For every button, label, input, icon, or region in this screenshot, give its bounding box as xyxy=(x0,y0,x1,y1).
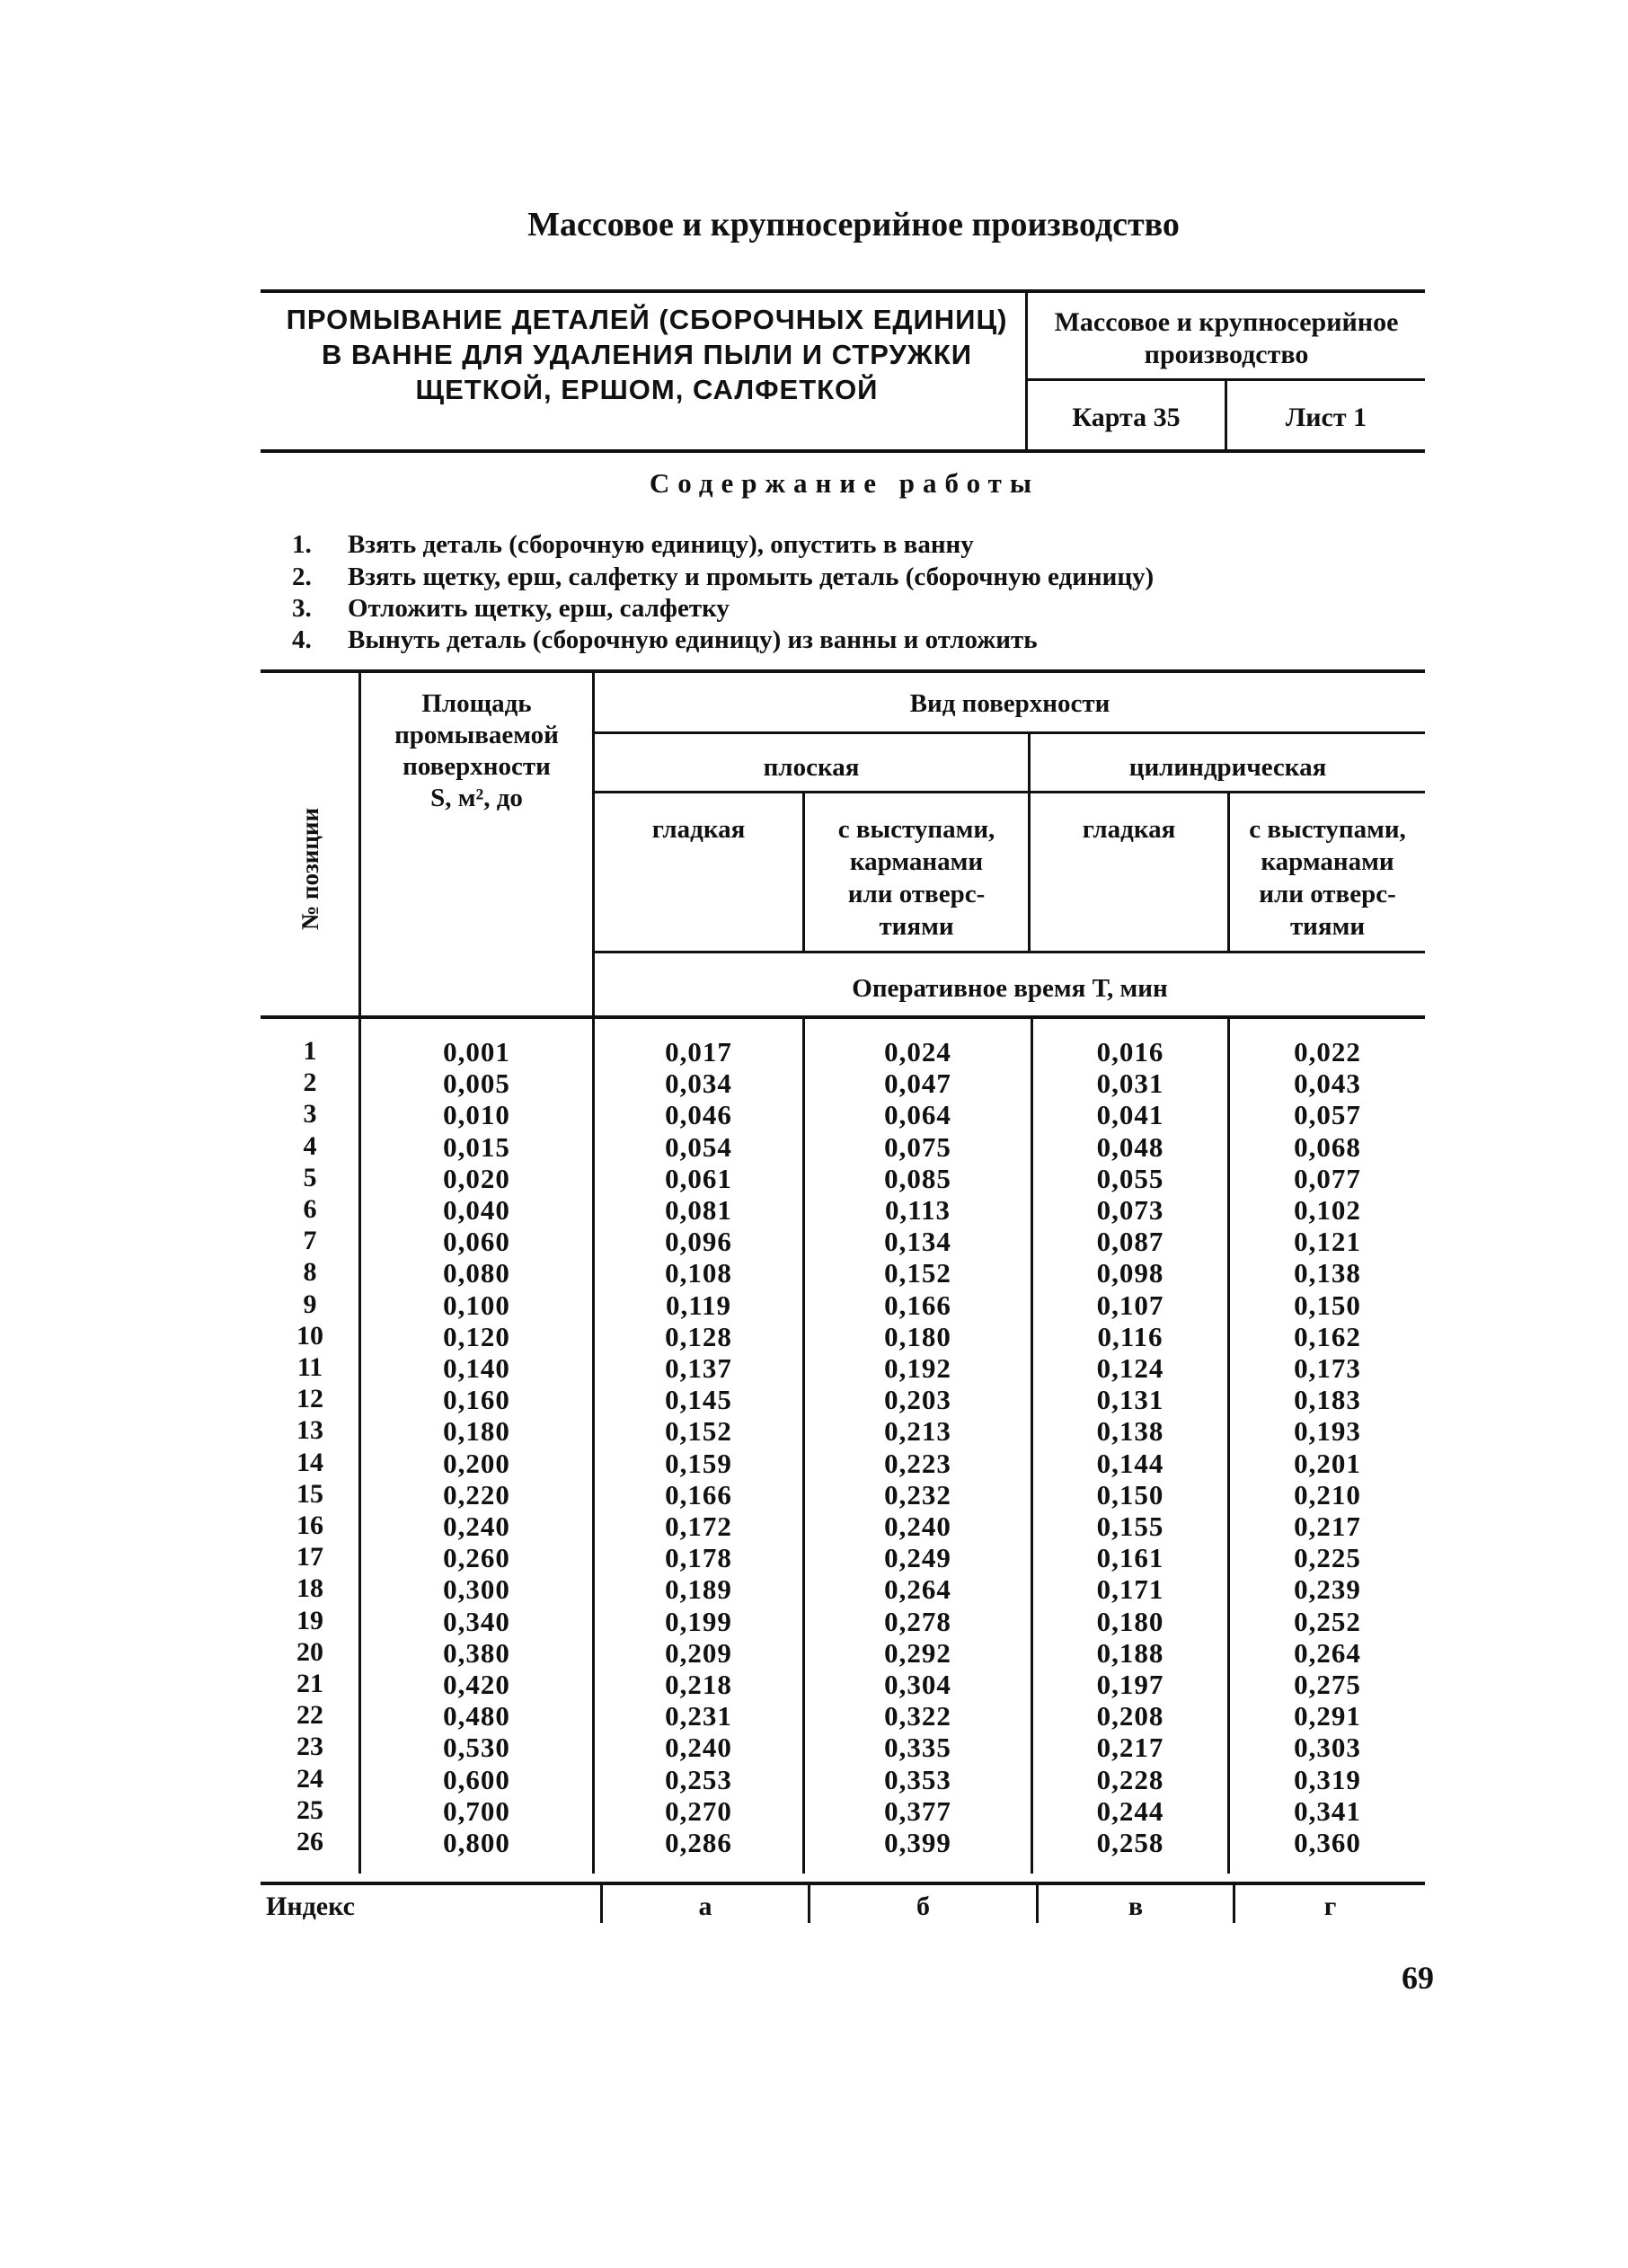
row-flat-rough: 0,322 xyxy=(884,1700,951,1732)
index-a: а xyxy=(698,1891,712,1921)
index-label: Индекс xyxy=(266,1891,355,1921)
row-cyl-rough: 0,217 xyxy=(1294,1511,1361,1542)
row-flat-rough: 0,166 xyxy=(884,1289,951,1321)
row-flat-rough: 0,113 xyxy=(884,1194,951,1226)
row-cyl-smooth: 0,073 xyxy=(1096,1194,1164,1226)
index-c: в xyxy=(1128,1891,1144,1921)
row-cyl-smooth: 0,016 xyxy=(1096,1036,1164,1068)
row-cyl-smooth: 0,048 xyxy=(1096,1131,1164,1163)
row-flat-smooth: 0,054 xyxy=(665,1131,732,1163)
row-area: 0,001 xyxy=(443,1036,510,1068)
row-flat-rough: 0,192 xyxy=(884,1352,951,1384)
row-flat-smooth: 0,286 xyxy=(665,1827,732,1858)
row-position: 22 xyxy=(296,1700,323,1730)
row-cyl-rough: 0,068 xyxy=(1294,1131,1361,1163)
row-cyl-rough: 0,057 xyxy=(1294,1099,1361,1130)
row-position: 9 xyxy=(303,1289,317,1319)
row-cyl-rough: 0,150 xyxy=(1294,1289,1361,1321)
flat-rough-header xyxy=(805,813,1028,943)
row-position: 25 xyxy=(296,1795,323,1825)
cylindrical-header: цилиндрическая xyxy=(1128,753,1327,782)
row-area: 0,240 xyxy=(443,1511,510,1542)
row-position: 17 xyxy=(296,1542,323,1572)
row-cyl-smooth: 0,055 xyxy=(1096,1163,1164,1194)
row-flat-smooth: 0,081 xyxy=(665,1194,732,1226)
row-flat-rough: 0,024 xyxy=(884,1036,951,1068)
cyl-smooth-header: гладкая xyxy=(1082,815,1176,844)
row-cyl-smooth: 0,208 xyxy=(1096,1700,1164,1732)
page-number: 69 xyxy=(1402,1960,1434,1996)
row-area: 0,120 xyxy=(443,1321,510,1352)
row-flat-rough: 0,180 xyxy=(884,1321,951,1352)
row-flat-smooth: 0,128 xyxy=(665,1321,732,1352)
subtype-rule xyxy=(594,791,1425,793)
row-cyl-rough: 0,264 xyxy=(1294,1637,1361,1669)
row-cyl-smooth: 0,138 xyxy=(1096,1415,1164,1447)
row-flat-rough: 0,203 xyxy=(884,1384,951,1415)
surface-rule xyxy=(594,731,1425,734)
row-cyl-smooth: 0,161 xyxy=(1096,1542,1164,1573)
row-position: 4 xyxy=(303,1131,317,1161)
row-flat-smooth: 0,152 xyxy=(665,1415,732,1447)
row-cyl-smooth: 0,150 xyxy=(1096,1479,1164,1511)
row-position: 5 xyxy=(303,1163,317,1192)
row-flat-smooth: 0,119 xyxy=(665,1289,732,1321)
row-flat-smooth: 0,046 xyxy=(665,1099,732,1130)
row-cyl-rough: 0,102 xyxy=(1294,1194,1361,1226)
row-cyl-smooth: 0,087 xyxy=(1096,1226,1164,1257)
row-area: 0,700 xyxy=(443,1795,510,1827)
row-cyl-rough: 0,225 xyxy=(1294,1542,1361,1573)
row-area: 0,140 xyxy=(443,1352,510,1384)
row-position: 21 xyxy=(296,1669,323,1698)
area-header-line-1: Площадь xyxy=(421,689,532,718)
step-text: Вынуть деталь (сборочную единицу) из ванны и отложить xyxy=(348,625,1038,654)
row-cyl-rough: 0,173 xyxy=(1294,1352,1361,1384)
index-d: г xyxy=(1323,1891,1337,1921)
rough-line: тиями xyxy=(1289,912,1366,941)
row-flat-rough: 0,264 xyxy=(884,1573,951,1605)
row-cyl-smooth: 0,031 xyxy=(1096,1068,1164,1099)
row-position: 6 xyxy=(303,1194,317,1224)
row-cyl-rough: 0,193 xyxy=(1294,1415,1361,1447)
row-flat-rough: 0,353 xyxy=(884,1764,951,1795)
rough-line: с выступами, xyxy=(837,815,995,844)
row-flat-smooth: 0,017 xyxy=(665,1036,732,1068)
row-cyl-rough: 0,252 xyxy=(1294,1606,1361,1637)
step-text: Взять щетку, ерш, салфетку и промыть деталь (сборочную единицу) xyxy=(348,563,1155,591)
row-flat-smooth: 0,199 xyxy=(665,1606,732,1637)
row-area: 0,340 xyxy=(443,1606,510,1637)
index-b: б xyxy=(916,1891,930,1921)
row-flat-smooth: 0,240 xyxy=(665,1732,732,1763)
title-line-3: ЩЕТКОЙ, ЕРШОМ, САЛФЕТКОЙ xyxy=(415,374,879,405)
row-cyl-smooth: 0,116 xyxy=(1097,1321,1163,1352)
row-cyl-smooth: 0,217 xyxy=(1096,1732,1164,1763)
work-step xyxy=(292,530,974,560)
row-flat-rough: 0,134 xyxy=(884,1226,951,1257)
row-flat-smooth: 0,034 xyxy=(665,1068,732,1099)
row-cyl-rough: 0,360 xyxy=(1294,1827,1361,1858)
row-area: 0,100 xyxy=(443,1289,510,1321)
row-cyl-rough: 0,201 xyxy=(1294,1448,1361,1479)
row-flat-rough: 0,377 xyxy=(884,1795,951,1827)
row-flat-rough: 0,064 xyxy=(884,1099,951,1130)
row-area: 0,420 xyxy=(443,1669,510,1700)
row-area: 0,005 xyxy=(443,1068,510,1099)
row-position: 18 xyxy=(296,1573,323,1603)
row-flat-smooth: 0,178 xyxy=(665,1542,732,1573)
row-area: 0,015 xyxy=(443,1131,510,1163)
step-number: 1. xyxy=(292,530,312,559)
rough-line: с выступами, xyxy=(1249,815,1406,844)
row-cyl-smooth: 0,144 xyxy=(1096,1448,1164,1479)
row-cyl-rough: 0,303 xyxy=(1294,1732,1361,1763)
row-area: 0,040 xyxy=(443,1194,510,1226)
title-box-top-rule xyxy=(261,289,1425,293)
row-flat-rough: 0,085 xyxy=(884,1163,951,1194)
title-line-1: ПРОМЫВАНИЕ ДЕТАЛЕЙ (СБОРОЧНЫХ ЕДИНИЦ) xyxy=(286,304,1008,335)
row-cyl-smooth: 0,180 xyxy=(1096,1606,1164,1637)
row-flat-smooth: 0,218 xyxy=(665,1669,732,1700)
row-flat-rough: 0,399 xyxy=(884,1827,951,1858)
row-area: 0,160 xyxy=(443,1384,510,1415)
row-cyl-rough: 0,022 xyxy=(1294,1036,1361,1068)
table-bottom-rule xyxy=(261,1882,1425,1885)
row-cyl-smooth: 0,228 xyxy=(1096,1764,1164,1795)
row-flat-rough: 0,278 xyxy=(884,1606,951,1637)
header-bottom-rule xyxy=(261,1015,1425,1019)
row-cyl-rough: 0,275 xyxy=(1294,1669,1361,1700)
row-area: 0,060 xyxy=(443,1226,510,1257)
row-flat-smooth: 0,061 xyxy=(665,1163,732,1194)
row-position: 12 xyxy=(296,1384,323,1413)
work-content-heading: Содержание работы xyxy=(649,467,1040,499)
row-flat-rough: 0,292 xyxy=(884,1637,951,1669)
row-cyl-smooth: 0,155 xyxy=(1096,1511,1164,1542)
row-area: 0,220 xyxy=(443,1479,510,1511)
cyl-rough-header xyxy=(1230,813,1425,943)
row-position: 19 xyxy=(296,1606,323,1635)
row-flat-smooth: 0,253 xyxy=(665,1764,732,1795)
rough-line: карманами xyxy=(1261,847,1394,876)
row-flat-smooth: 0,137 xyxy=(665,1352,732,1384)
row-flat-rough: 0,304 xyxy=(884,1669,951,1700)
title-line-2: В ВАННЕ ДЛЯ УДАЛЕНИЯ ПЫЛИ И СТРУЖКИ xyxy=(321,339,973,370)
row-flat-rough: 0,335 xyxy=(884,1732,951,1763)
row-flat-smooth: 0,166 xyxy=(665,1479,732,1511)
flat-header: плоская xyxy=(763,753,860,782)
work-step xyxy=(292,594,730,624)
row-area: 0,180 xyxy=(443,1415,510,1447)
time-rule xyxy=(594,951,1425,953)
row-flat-rough: 0,240 xyxy=(884,1511,951,1542)
row-cyl-rough: 0,210 xyxy=(1294,1479,1361,1511)
row-flat-rough: 0,232 xyxy=(884,1479,951,1511)
row-flat-smooth: 0,108 xyxy=(665,1257,732,1289)
row-cyl-smooth: 0,098 xyxy=(1096,1257,1164,1289)
row-area: 0,300 xyxy=(443,1573,510,1605)
row-position: 7 xyxy=(303,1226,317,1255)
surface-type-header: Вид поверхности xyxy=(909,689,1110,718)
row-cyl-smooth: 0,107 xyxy=(1096,1289,1164,1321)
step-number: 3. xyxy=(292,594,312,623)
title-box-bottom-rule xyxy=(261,449,1425,453)
row-flat-rough: 0,152 xyxy=(884,1257,951,1289)
row-position: 23 xyxy=(296,1732,323,1761)
row-flat-rough: 0,249 xyxy=(884,1542,951,1573)
row-cyl-smooth: 0,131 xyxy=(1096,1384,1164,1415)
rough-line: карманами xyxy=(849,847,984,876)
area-header-line-2: промываемой xyxy=(394,721,559,749)
row-area: 0,080 xyxy=(443,1257,510,1289)
row-flat-smooth: 0,145 xyxy=(665,1384,732,1415)
row-cyl-rough: 0,138 xyxy=(1294,1257,1361,1289)
step-number: 4. xyxy=(292,625,312,654)
row-flat-smooth: 0,270 xyxy=(665,1795,732,1827)
row-position: 10 xyxy=(296,1321,323,1351)
step-text: Взять деталь (сборочную единицу), опустить в ванну xyxy=(348,530,974,559)
row-cyl-smooth: 0,124 xyxy=(1096,1352,1164,1384)
row-position: 24 xyxy=(296,1764,323,1794)
production-line-1: Массовое и крупносерийное xyxy=(1054,307,1399,337)
row-flat-rough: 0,213 xyxy=(884,1415,951,1447)
step-number: 2. xyxy=(292,563,312,591)
row-area: 0,600 xyxy=(443,1764,510,1795)
position-number-header: № позиции xyxy=(296,807,323,930)
row-position: 20 xyxy=(296,1637,323,1667)
step-text: Отложить щетку, ерш, салфетку xyxy=(348,594,730,623)
work-step xyxy=(292,563,1154,592)
row-cyl-rough: 0,077 xyxy=(1294,1163,1361,1194)
row-position: 3 xyxy=(303,1099,317,1129)
row-area: 0,200 xyxy=(443,1448,510,1479)
row-position: 2 xyxy=(303,1068,317,1097)
row-position: 26 xyxy=(296,1827,323,1856)
row-cyl-rough: 0,341 xyxy=(1294,1795,1361,1827)
row-cyl-rough: 0,162 xyxy=(1294,1321,1361,1352)
row-cyl-smooth: 0,244 xyxy=(1096,1795,1164,1827)
row-position: 15 xyxy=(296,1479,323,1509)
row-cyl-rough: 0,121 xyxy=(1294,1226,1361,1257)
row-position: 14 xyxy=(296,1448,323,1477)
page-heading: Массовое и крупносерийное производство xyxy=(527,206,1180,244)
card-number: Карта 35 xyxy=(1072,403,1181,432)
work-step xyxy=(292,625,1038,655)
row-cyl-smooth: 0,041 xyxy=(1096,1099,1164,1130)
row-area: 0,380 xyxy=(443,1637,510,1669)
row-cyl-rough: 0,239 xyxy=(1294,1573,1361,1605)
row-area: 0,010 xyxy=(443,1099,510,1130)
flat-smooth-header: гладкая xyxy=(651,815,746,844)
row-flat-smooth: 0,231 xyxy=(665,1700,732,1732)
row-flat-smooth: 0,159 xyxy=(665,1448,732,1479)
area-header-line-3: поверхности xyxy=(403,752,551,781)
rough-line: или отверс- xyxy=(1259,880,1396,908)
row-area: 0,530 xyxy=(443,1732,510,1763)
row-cyl-rough: 0,319 xyxy=(1294,1764,1361,1795)
row-area: 0,260 xyxy=(443,1542,510,1573)
row-flat-rough: 0,223 xyxy=(884,1448,951,1479)
row-flat-smooth: 0,096 xyxy=(665,1226,732,1257)
row-flat-smooth: 0,189 xyxy=(665,1573,732,1605)
row-cyl-smooth: 0,171 xyxy=(1096,1573,1164,1605)
operative-time-header: Оперативное время Т, мин xyxy=(852,974,1168,1003)
row-cyl-smooth: 0,258 xyxy=(1096,1827,1164,1858)
row-position: 1 xyxy=(303,1036,317,1066)
row-flat-rough: 0,075 xyxy=(884,1131,951,1163)
row-flat-smooth: 0,209 xyxy=(665,1637,732,1669)
table-top-rule xyxy=(261,669,1425,673)
row-cyl-rough: 0,043 xyxy=(1294,1068,1361,1099)
row-cyl-rough: 0,183 xyxy=(1294,1384,1361,1415)
row-position: 16 xyxy=(296,1511,323,1540)
row-position: 8 xyxy=(303,1257,317,1287)
row-cyl-smooth: 0,197 xyxy=(1096,1669,1164,1700)
rough-line: тиями xyxy=(879,912,954,941)
production-line-2: производство xyxy=(1144,340,1309,369)
row-area: 0,800 xyxy=(443,1827,510,1858)
row-flat-smooth: 0,172 xyxy=(665,1511,732,1542)
rough-line: или отверс- xyxy=(847,880,986,908)
row-position: 13 xyxy=(296,1415,323,1445)
row-position: 11 xyxy=(296,1352,323,1382)
row-cyl-rough: 0,291 xyxy=(1294,1700,1361,1732)
area-header-line-4: S, м², до xyxy=(430,784,523,812)
row-area: 0,480 xyxy=(443,1700,510,1732)
row-area: 0,020 xyxy=(443,1163,510,1194)
row-cyl-smooth: 0,188 xyxy=(1096,1637,1164,1669)
row-flat-rough: 0,047 xyxy=(884,1068,951,1099)
sheet-number: Лист 1 xyxy=(1285,403,1367,432)
